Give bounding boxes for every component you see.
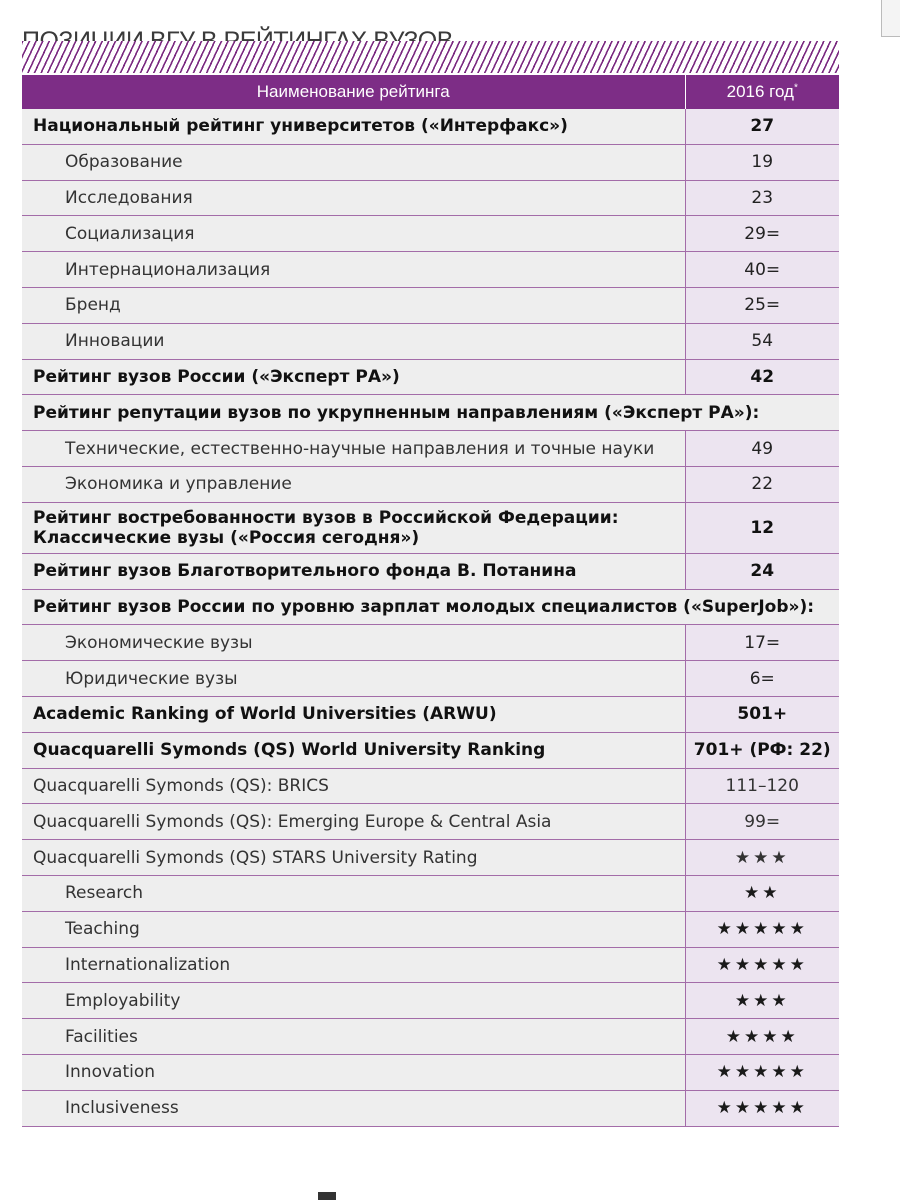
rating-name: Интернационализация — [22, 252, 685, 288]
header-rating-name: Наименование рейтинга — [22, 75, 685, 109]
star-rating: ★★★ — [685, 983, 839, 1019]
rating-name: Employability — [22, 983, 685, 1019]
star-rating: ★★★★★ — [685, 947, 839, 983]
rating-name: Экономика и управление — [22, 466, 685, 502]
table-row — [22, 1090, 839, 1126]
ratings-table — [22, 75, 839, 1127]
rating-name: Рейтинг вузов Благотворительного фонда В. Потанина — [22, 553, 685, 589]
footnote-mark: * — [793, 82, 798, 94]
rating-name: Innovation — [22, 1054, 685, 1090]
rating-name: Research — [22, 875, 685, 911]
rating-name: Образование — [22, 144, 685, 180]
table-row — [22, 1019, 839, 1055]
rating-value: 17= — [685, 625, 839, 661]
page-corner-fold — [881, 0, 900, 37]
rating-value: 27 — [685, 109, 839, 144]
rating-name: Quacquarelli Symonds (QS): Emerging Europe & Central Asia — [22, 804, 685, 840]
table-row — [22, 983, 839, 1019]
decorative-hatch-band — [22, 41, 839, 73]
star-rating: ★★★★★ — [685, 911, 839, 947]
rating-value: 25= — [685, 287, 839, 323]
table-row — [22, 875, 839, 911]
star-rating: ★★★★★ — [685, 1054, 839, 1090]
rating-value: 6= — [685, 661, 839, 697]
rating-value: 29= — [685, 216, 839, 252]
rating-name: Quacquarelli Symonds (QS) World University Ranking — [22, 732, 685, 768]
rating-name: Технические, естественно-научные направления и точные науки — [22, 431, 685, 467]
rating-name: Национальный рейтинг университетов («Интерфакс») — [22, 109, 685, 144]
page-footer-mark — [318, 1192, 336, 1200]
table-row — [22, 947, 839, 983]
rating-value: 22 — [685, 466, 839, 502]
star-rating: ★★★★ — [685, 1019, 839, 1055]
rating-name: Социализация — [22, 216, 685, 252]
rating-name: Рейтинг вузов России («Эксперт РА») — [22, 359, 685, 395]
table-row — [22, 323, 839, 359]
rating-name: Quacquarelli Symonds (QS): BRICS — [22, 768, 685, 804]
table-row — [22, 911, 839, 947]
table-row — [22, 804, 839, 840]
table-row — [22, 359, 839, 395]
rating-value: 12 — [685, 502, 839, 553]
rating-value: 99= — [685, 804, 839, 840]
table-row — [22, 768, 839, 804]
rating-value: 49 — [685, 431, 839, 467]
rating-value: 42 — [685, 359, 839, 395]
table-row — [22, 431, 839, 467]
table-row — [22, 1054, 839, 1090]
table-row — [22, 287, 839, 323]
rating-name: Исследования — [22, 180, 685, 216]
rating-name: Teaching — [22, 911, 685, 947]
table-row — [22, 661, 839, 697]
rating-name: Инновации — [22, 323, 685, 359]
table-row — [22, 696, 839, 732]
table-row — [22, 553, 839, 589]
rating-name: Quacquarelli Symonds (QS) STARS University Rating — [22, 840, 685, 876]
rating-name: Inclusiveness — [22, 1090, 685, 1126]
table-row — [22, 625, 839, 661]
rating-name: Юридические вузы — [22, 661, 685, 697]
table-row — [22, 252, 839, 288]
table-row-section — [22, 589, 839, 625]
table-row — [22, 216, 839, 252]
rating-name: Internationalization — [22, 947, 685, 983]
rating-section-name: Рейтинг репутации вузов по укрупненным направлениям («Эксперт РА»): — [22, 395, 839, 431]
table-row — [22, 840, 839, 876]
table-row — [22, 502, 839, 553]
table-header-row — [22, 75, 839, 109]
rating-value: 111–120 — [685, 768, 839, 804]
rating-name: Academic Ranking of World Universities (ARWU) — [22, 696, 685, 732]
rating-name: Бренд — [22, 287, 685, 323]
rating-name: Facilities — [22, 1019, 685, 1055]
rating-name: Рейтинг востребованности вузов в Российской Федерации: Классические вузы («Россия сегодня») — [22, 502, 685, 553]
rating-section-name: Рейтинг вузов России по уровню зарплат молодых специалистов («SuperJob»): — [22, 589, 839, 625]
table-row — [22, 109, 839, 144]
rating-name: Экономические вузы — [22, 625, 685, 661]
rating-value: 54 — [685, 323, 839, 359]
table-row — [22, 144, 839, 180]
rating-value: 23 — [685, 180, 839, 216]
rating-value: 501+ — [685, 696, 839, 732]
rating-value: 40= — [685, 252, 839, 288]
star-rating: ★★★ — [685, 840, 839, 876]
table-row-section — [22, 395, 839, 431]
star-rating: ★★★★★ — [685, 1090, 839, 1126]
rating-value: 701+ (РФ: 22) — [685, 732, 839, 768]
table-row — [22, 466, 839, 502]
header-year: 2016 год* — [685, 75, 839, 109]
rating-value: 19 — [685, 144, 839, 180]
table-row — [22, 732, 839, 768]
table-row — [22, 180, 839, 216]
rating-value: 24 — [685, 553, 839, 589]
star-rating: ★★ — [685, 875, 839, 911]
